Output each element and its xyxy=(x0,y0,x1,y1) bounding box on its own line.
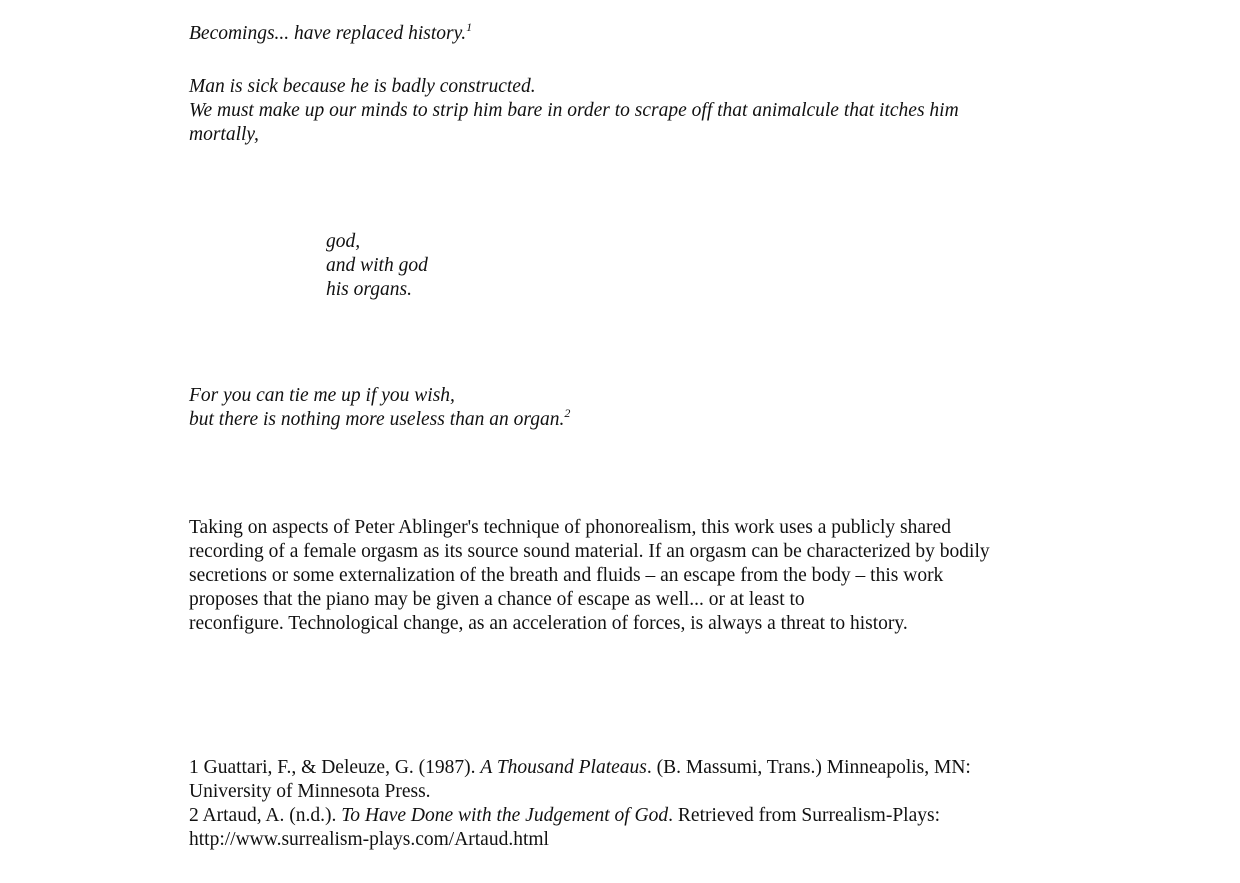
program-note xyxy=(189,516,990,636)
reference-2-url: http://www.surrealism-plays.com/Artaud.html xyxy=(189,829,549,850)
reference-1-title: A Thousand Plateaus xyxy=(480,757,647,778)
program-note-line: proposes that the piano may be given a chance of escape as well... or at least to xyxy=(189,589,805,610)
epigraph xyxy=(189,19,473,46)
reference-2-title: To Have Done with the Judgement of God xyxy=(341,805,669,826)
reference-1-suffix: . (B. Massumi, Trans.) Minneapolis, MN: xyxy=(646,757,971,778)
quote-line xyxy=(189,405,571,432)
reference-2-suffix: . Retrieved from Surrealism-Plays: xyxy=(668,805,941,826)
reference-1 xyxy=(189,756,971,780)
footnote-marker-2: 2 xyxy=(564,405,571,420)
quote-line: Man is sick because he is badly constructed. xyxy=(189,76,536,97)
program-note-line: secretions or some externalization of the breath and fluids – an escape from the body – this work xyxy=(189,565,944,586)
footnote-marker-1: 1 xyxy=(466,19,473,34)
quote-stanza-1 xyxy=(189,75,959,147)
quote-line: For you can tie me up if you wish, xyxy=(189,385,455,406)
reference-1-continuation: University of Minnesota Press. xyxy=(189,781,431,802)
quote-line: his organs. xyxy=(326,279,412,300)
epigraph-line xyxy=(189,19,473,46)
quote-stanza-2 xyxy=(326,230,428,302)
reference-2-prefix: 2 Artaud, A. (n.d.). xyxy=(189,805,342,826)
quote-line: god, xyxy=(326,231,361,252)
quote-line: We must make up our minds to strip him bare in order to scrape off that animalcule that itches him xyxy=(189,100,959,121)
epigraph-text: Becomings... have replaced history. xyxy=(189,23,467,44)
quote-line: and with god xyxy=(326,255,428,276)
program-note-line: recording of a female orgasm as its source sound material. If an orgasm can be characterized by bodily xyxy=(189,541,990,562)
quote-line: mortally, xyxy=(189,124,259,145)
program-note-line: reconfigure. Technological change, as an acceleration of forces, is always a threat to history. xyxy=(189,613,908,634)
references xyxy=(189,756,971,852)
quote-stanza-3 xyxy=(189,384,570,432)
quote-line-text: but there is nothing more useless than an organ. xyxy=(189,409,565,430)
reference-1-prefix: 1 Guattari, F., & Deleuze, G. (1987). xyxy=(189,757,481,778)
program-note-line: Taking on aspects of Peter Ablinger's technique of phonorealism, this work uses a publicly shared xyxy=(189,517,951,538)
reference-2 xyxy=(189,804,971,828)
